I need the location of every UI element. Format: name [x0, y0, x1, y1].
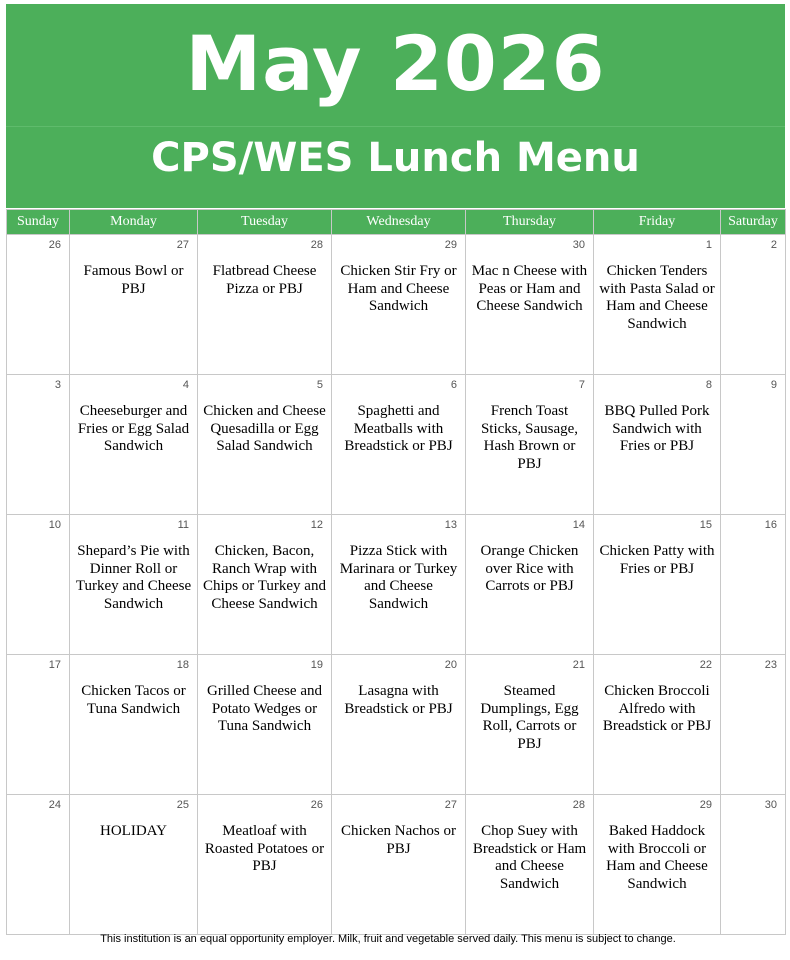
day-number: 6	[450, 379, 457, 391]
meal-text: Orange Chicken over Rice with Carrots or PBJ	[480, 543, 579, 594]
day-cell	[594, 515, 721, 655]
day-cell	[332, 515, 466, 655]
week-row	[7, 655, 786, 795]
day-cell	[466, 795, 594, 935]
meal-text: Pizza Stick with Marinara or Turkey and Cheese Sandwich	[339, 543, 458, 612]
week-row	[7, 235, 786, 375]
day-number: 29	[444, 239, 457, 251]
meal-text: HOLIDAY	[100, 823, 167, 839]
day-cell	[7, 235, 70, 375]
day-cell	[7, 655, 70, 795]
day-cell	[332, 655, 466, 795]
day-cell	[721, 655, 786, 795]
day-cell	[7, 375, 70, 515]
day-number: 10	[48, 519, 61, 531]
weekday-header-monday: Monday	[70, 210, 198, 235]
meal-text: Famous Bowl or PBJ	[83, 263, 184, 297]
footer-disclaimer: This institution is an equal opportunity employer. Milk, fruit and vegetable served daily. This menu is subject to change.	[100, 933, 676, 945]
day-number: 9	[770, 379, 777, 391]
day-cell	[198, 235, 332, 375]
meal-text: Chop Suey with Breadstick or Ham and Cheese Sandwich	[472, 823, 587, 892]
day-number: 14	[572, 519, 585, 531]
day-cell	[594, 375, 721, 515]
day-number: 5	[316, 379, 323, 391]
day-number: 23	[764, 659, 777, 671]
meal-text: Grilled Cheese and Potato Wedges or Tuna Sandwich	[207, 683, 322, 734]
day-cell	[70, 795, 198, 935]
weekday-header-friday: Friday	[594, 210, 721, 235]
meal-text: Baked Haddock with Broccoli or Ham and Cheese Sandwich	[606, 823, 708, 892]
weekday-header-wednesday: Wednesday	[332, 210, 466, 235]
week-row	[7, 795, 786, 935]
meal-text: Chicken Tenders with Pasta Salad or Ham and Cheese Sandwich	[599, 263, 715, 332]
meal-text: French Toast Sticks, Sausage, Hash Brown or PBJ	[480, 403, 579, 472]
meal-text: Chicken, Bacon, Ranch Wrap with Chips or Turkey and Cheese Sandwich	[203, 543, 326, 612]
meal-text: Lasagna with Breadstick or PBJ	[344, 683, 453, 717]
day-cell	[721, 235, 786, 375]
day-number: 8	[705, 379, 712, 391]
title-banner	[6, 4, 785, 208]
meal-text: Shepard’s Pie with Dinner Roll or Turkey and Cheese Sandwich	[75, 543, 192, 612]
day-cell	[7, 795, 70, 935]
meal-text: Spaghetti and Meatballs with Breadstick or PBJ	[344, 403, 453, 454]
day-number: 28	[310, 239, 323, 251]
meal-text: Chicken Broccoli Alfredo with Breadstick or PBJ	[602, 683, 712, 734]
day-cell	[198, 795, 332, 935]
day-cell	[594, 795, 721, 935]
day-cell	[466, 655, 594, 795]
meal-text: Meatloaf with Roasted Potatoes or PBJ	[204, 823, 325, 874]
meal-text: Cheeseburger and Fries or Egg Salad Sandwich	[77, 403, 190, 454]
day-number: 20	[444, 659, 457, 671]
day-number: 13	[444, 519, 457, 531]
day-number: 29	[699, 799, 712, 811]
day-cell	[721, 375, 786, 515]
week-row	[7, 375, 786, 515]
day-cell	[7, 515, 70, 655]
weekday-header-row	[7, 210, 786, 235]
meal-text: Mac n Cheese with Peas or Ham and Cheese Sandwich	[471, 263, 588, 314]
day-number: 11	[177, 519, 189, 531]
meal-text: Chicken Nachos or PBJ	[341, 823, 456, 857]
day-number: 27	[176, 239, 189, 251]
day-number: 24	[48, 799, 61, 811]
weekday-header-tuesday: Tuesday	[198, 210, 332, 235]
meal-text: Chicken and Cheese Quesadilla or Egg Salad Sandwich	[203, 403, 326, 454]
week-row	[7, 515, 786, 655]
day-number: 22	[699, 659, 712, 671]
day-cell	[466, 235, 594, 375]
meal-text: Steamed Dumplings, Egg Roll, Carrots or PBJ	[480, 683, 579, 752]
day-cell	[70, 375, 198, 515]
day-number: 15	[699, 519, 712, 531]
day-cell	[70, 515, 198, 655]
day-cell	[594, 235, 721, 375]
day-number: 30	[764, 799, 777, 811]
day-number: 18	[176, 659, 189, 671]
meal-text: Chicken Stir Fry or Ham and Cheese Sandwich	[340, 263, 457, 314]
day-cell	[198, 375, 332, 515]
day-number: 30	[572, 239, 585, 251]
banner-divider	[6, 126, 785, 127]
day-number: 19	[310, 659, 323, 671]
day-cell	[332, 795, 466, 935]
lunch-calendar	[6, 209, 786, 935]
day-number: 16	[764, 519, 777, 531]
day-number: 26	[48, 239, 61, 251]
page-title: May 2026	[185, 19, 606, 108]
day-number: 21	[572, 659, 585, 671]
day-number: 25	[176, 799, 189, 811]
weekday-header-sunday: Sunday	[7, 210, 70, 235]
menu-subtitle: CPS/WES Lunch Menu	[151, 135, 640, 181]
day-cell	[70, 655, 198, 795]
day-number: 3	[54, 379, 61, 391]
day-number: 17	[48, 659, 61, 671]
day-cell	[594, 655, 721, 795]
day-number: 1	[705, 239, 712, 251]
day-cell	[332, 375, 466, 515]
day-number: 27	[444, 799, 457, 811]
day-cell	[721, 515, 786, 655]
meal-text: Chicken Patty with Fries or PBJ	[599, 543, 715, 577]
meal-text: Chicken Tacos or Tuna Sandwich	[81, 683, 186, 717]
day-cell	[332, 235, 466, 375]
day-number: 12	[310, 519, 323, 531]
day-number: 28	[572, 799, 585, 811]
day-number: 7	[578, 379, 585, 391]
weekday-header-saturday: Saturday	[721, 210, 786, 235]
day-cell	[721, 795, 786, 935]
day-number: 2	[770, 239, 777, 251]
day-cell	[198, 515, 332, 655]
day-number: 4	[182, 379, 189, 391]
day-cell	[466, 375, 594, 515]
day-cell	[198, 655, 332, 795]
day-cell	[70, 235, 198, 375]
day-number: 26	[310, 799, 323, 811]
weekday-header-thursday: Thursday	[466, 210, 594, 235]
day-cell	[466, 515, 594, 655]
meal-text: Flatbread Cheese Pizza or PBJ	[212, 263, 317, 297]
calendar-body	[7, 235, 786, 935]
meal-text: BBQ Pulled Pork Sandwich with Fries or PBJ	[604, 403, 710, 454]
